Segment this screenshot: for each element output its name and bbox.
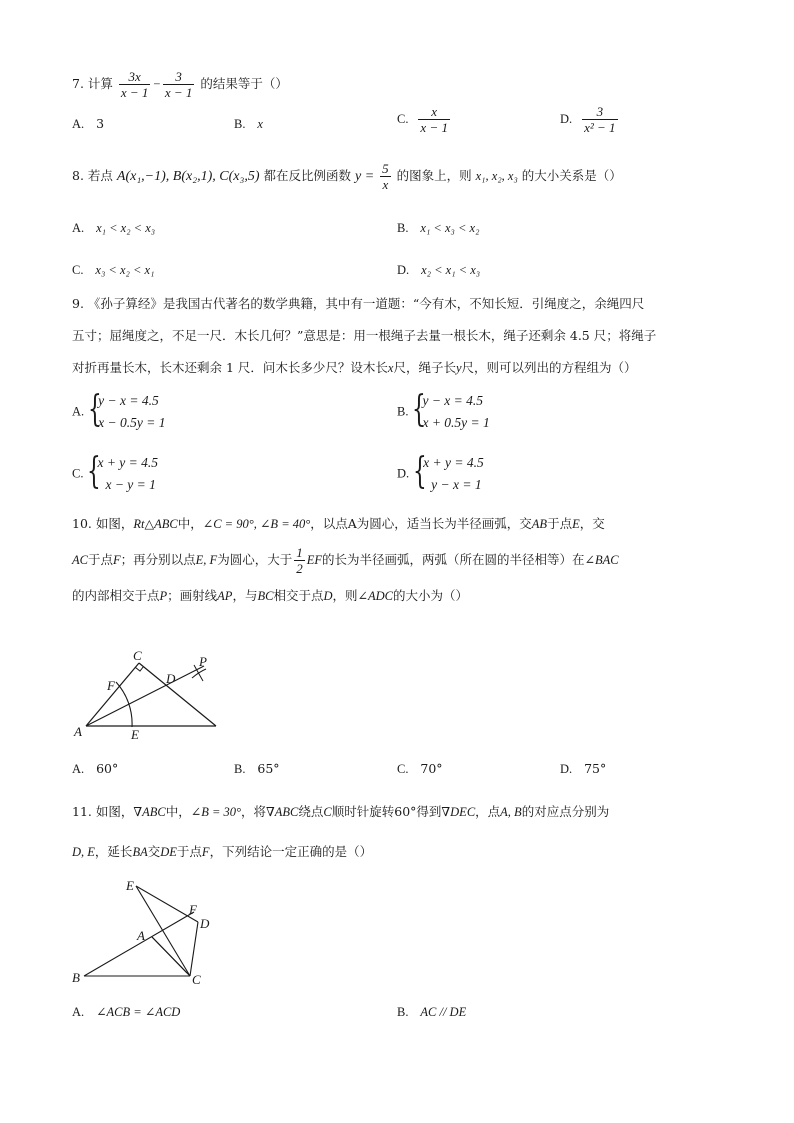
q9-a-system: { y − x = 4.5 x − 0.5y = 1 [88, 389, 166, 430]
q11-option-b[interactable]: B. AC // DE [397, 1005, 467, 1019]
q9-option-d[interactable]: D. { x + y = 4.5 y − x = 1 [397, 452, 484, 496]
label-C: C [133, 648, 142, 663]
label-E: E [131, 727, 139, 742]
q9-line-3: 对折再量长木，长木还剩余 1 尺．问木长多少尺？设木长x尺，绳子长y尺，则可以列出的方程组为（） [72, 360, 637, 375]
q8-stem: 8. 若点 A(x₁,−1), B(x₂,1), C(x₃,5) 都在反比例函数 y = $\frac{5}{x}$ 的图象上，则 x₁, x₂, x₃ 的大小关系是（） [72, 161, 622, 192]
label-D: D [166, 671, 176, 686]
label-E: E [126, 878, 134, 893]
q7-option-d[interactable]: D. $\frac{3}{\text{x² − 1}}$ [560, 104, 616, 135]
q11-figure [70, 876, 220, 988]
q10-option-c[interactable]: C. 70° [397, 761, 443, 776]
q7-option-b[interactable]: B. x [234, 117, 263, 131]
q10-option-b[interactable]: B. 65° [234, 761, 280, 776]
q7-d-fraction: $\frac{3}{\text{x² − 1}}$ [584, 104, 616, 135]
segment-AC [86, 663, 139, 726]
q9-stem [72, 288, 727, 384]
q7-suffix: 的结果等于（） [200, 76, 288, 91]
q8-option-a[interactable]: A. x₁ < x₂ < x₃ [72, 221, 156, 235]
label-F: F [189, 902, 197, 917]
q7-fraction-1: $\frac{3x}{x - 1}$ [120, 69, 149, 100]
segment-BC [139, 663, 216, 726]
q8-option-c[interactable]: C. x₃ < x₂ < x₁ [72, 263, 155, 277]
q7-prefix: 7. 计算 [72, 76, 113, 91]
q7-option-c[interactable]: C. $\frac{x}{x - 1}$ [397, 104, 448, 135]
label-A: A [74, 724, 82, 739]
label-D: D [200, 916, 210, 931]
q8-function-fraction: $\frac{5}{x}$ [382, 161, 389, 192]
q11-line-2: D, E，延长BA交DE于点F，下列结论一定正确的是（） [72, 844, 373, 859]
segment-BF [84, 912, 194, 976]
q7-fraction-2: $\frac{3}{x - 1}$ [164, 69, 193, 100]
q7-c-fraction: $\frac{x}{x - 1}$ [420, 104, 448, 135]
q10-half-fraction: $\frac{1}{2}$ [296, 545, 303, 576]
brace-icon: { [412, 389, 427, 430]
q8-points: A(x₁,−1), B(x₂,1), C(x₃,5) [116, 169, 260, 184]
q9-c-system: { x + y = 4.5 x − y = 1 [87, 451, 159, 492]
q9-line-2: 五寸；屈绳度之，不足一尺．木长几何？”意思是：用一根绳子去量一根长木，绳子还剩余 4.5 尺；将绳子 [72, 328, 657, 343]
q10-figure [72, 648, 232, 744]
q7-option-a[interactable]: A. 3 [72, 116, 105, 131]
q9-option-a[interactable]: A. { y − x = 4.5 x − 0.5y = 1 [72, 390, 165, 434]
right-angle-mark [136, 667, 144, 672]
q9-option-c[interactable]: C. { x + y = 4.5 x − y = 1 [72, 452, 158, 496]
brace-icon: { [87, 451, 102, 492]
q9-line-1: 9. 《孙子算经》是我国古代著名的数学典籍，其中有一道题：“今有木，不知长短．引绳度之，余绳四尺 [72, 296, 645, 311]
q7-stem [72, 66, 288, 102]
q9-b-system: { y − x = 4.5 x + 0.5y = 1 [412, 389, 490, 430]
label-C: C [192, 972, 201, 987]
brace-icon: { [413, 451, 427, 492]
q8-option-d[interactable]: D. x₂ < x₁ < x₃ [397, 263, 481, 277]
q8-option-b[interactable]: B. x₁ < x₃ < x₂ [397, 221, 480, 235]
label-B: B [72, 970, 80, 985]
q9-d-system: { x + y = 4.5 y − x = 1 [413, 451, 484, 492]
label-A: A [137, 928, 145, 943]
q10-option-a[interactable]: A. 60° [72, 761, 119, 776]
arc-EF [116, 682, 132, 727]
q9-option-b[interactable]: B. { y − x = 4.5 x + 0.5y = 1 [397, 390, 490, 434]
q7-minus: − [152, 77, 161, 91]
ray-AP [86, 666, 204, 726]
q10-option-d[interactable]: D. 75° [560, 761, 607, 776]
q11-line-1: 11. 如图，∇ABC中，∠B = 30°，将∇ABC绕点C顺时针旋转60°得到∇DEC，点A, B的对应点分别为 [72, 804, 610, 819]
label-P: P [199, 654, 207, 669]
segment-DC [190, 922, 198, 976]
q11-option-a[interactable]: A. ∠ACB = ∠ACD [72, 1005, 181, 1019]
q10-line-2: AC于点F；再分别以点E, F为圆心，大于 $\frac{1}{2}$ EF的长为半径画弧，两弧（所在圆的半径相等）在∠BAC [72, 545, 619, 576]
label-F: F [107, 678, 115, 693]
brace-icon: { [88, 389, 102, 430]
q10-line-1: 10. 如图，Rt△ABC中，∠C = 90°, ∠B = 40°，以点A为圆心，适当长为半径画弧，交AB于点E，交 [72, 516, 605, 531]
q10-line-3: 的内部相交于点P；画射线AP，与BC相交于点D，则∠ADC的大小为（） [72, 588, 469, 603]
